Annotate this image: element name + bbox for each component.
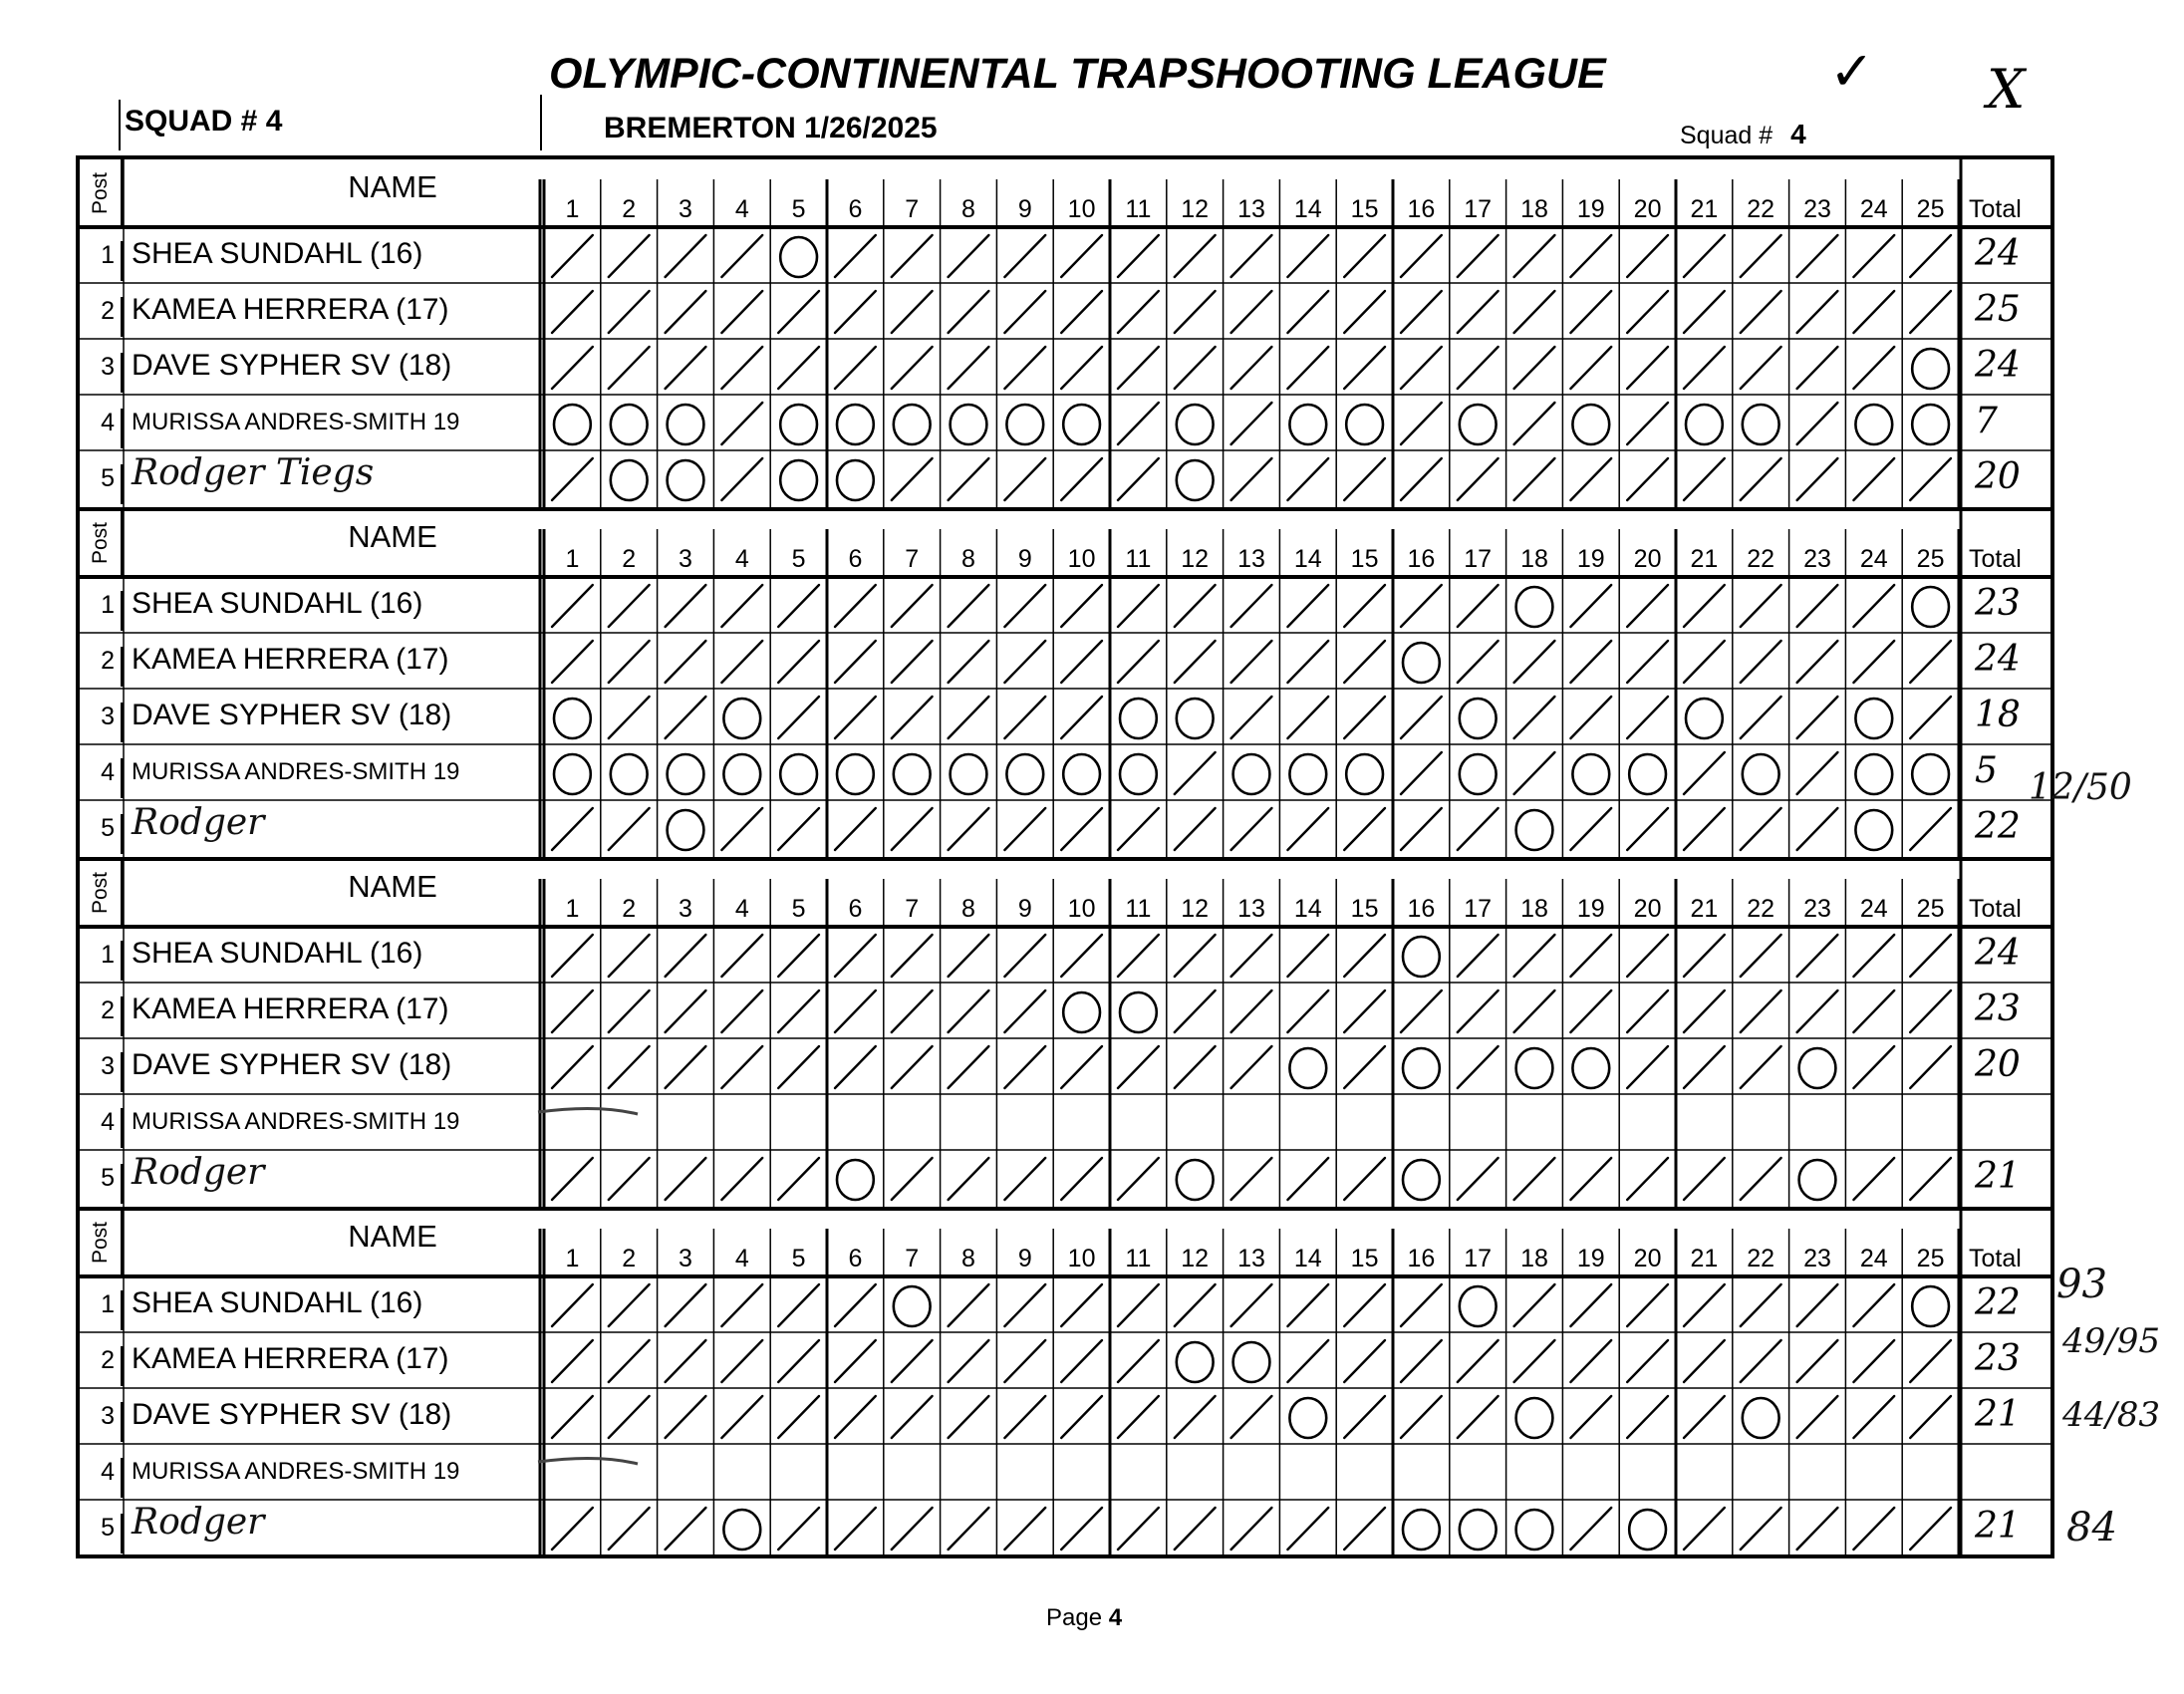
column-number: 20: [1633, 195, 1662, 223]
shooter-row: [80, 283, 2050, 338]
column-number: 6: [848, 545, 863, 573]
post-number: 1: [80, 1290, 124, 1330]
shooter-name: MURISSA ANDRES-SMITH 19: [132, 1458, 460, 1485]
shooter-total: 18: [1975, 695, 2021, 735]
column-number: 11: [1125, 1245, 1152, 1272]
column-number: 4: [734, 895, 749, 923]
column-number: 17: [1464, 195, 1493, 223]
shooter-row: [80, 633, 2050, 688]
column-number: 10: [1067, 1245, 1096, 1272]
post-number: 5: [80, 1164, 124, 1204]
document-title: OLYMPIC-CONTINENTAL TRAPSHOOTING LEAGUE: [549, 50, 1606, 98]
header-divider: [540, 95, 542, 150]
post-number: 4: [80, 1108, 124, 1148]
margin-note-93: 93: [2056, 1262, 2107, 1307]
shooter-row: [80, 983, 2050, 1037]
column-number: 17: [1464, 1245, 1493, 1272]
column-number: 5: [791, 895, 806, 923]
column-number: 15: [1350, 1245, 1379, 1272]
post-number: 3: [80, 703, 124, 742]
shooter-name: DAVE SYPHER SV (18): [132, 1048, 452, 1081]
column-number: 16: [1407, 1245, 1436, 1272]
shooter-name: DAVE SYPHER SV (18): [132, 699, 452, 731]
column-number: 20: [1633, 545, 1662, 573]
shooter-total: 23: [1975, 1338, 2021, 1379]
column-number: 5: [791, 545, 806, 573]
shooter-name: KAMEA HERRERA (17): [132, 992, 449, 1025]
column-number: 1: [565, 895, 580, 923]
column-number: 25: [1916, 1245, 1945, 1272]
shooter-row: [80, 927, 2050, 982]
column-number: 4: [734, 1245, 749, 1272]
shooter-row: [80, 744, 2050, 799]
margin-note-49-95: 49/95: [2062, 1321, 2160, 1361]
column-number: 12: [1181, 895, 1210, 923]
shooter-row: [80, 450, 2050, 505]
column-number: 9: [1017, 195, 1032, 223]
column-number: 25: [1916, 895, 1945, 923]
column-number: 20: [1633, 895, 1662, 923]
shooter-row: [80, 1500, 2050, 1554]
shooter-total: 20: [1975, 456, 2021, 497]
page-label: Page: [1046, 1604, 1103, 1631]
round-block: [80, 1209, 2050, 1558]
squad-number-right: [1680, 119, 1806, 150]
name-header: NAME: [348, 869, 437, 904]
post-number: 2: [80, 297, 124, 337]
column-number: 7: [905, 1245, 920, 1272]
column-number: 16: [1407, 895, 1436, 923]
column-number: 19: [1576, 545, 1605, 573]
column-number: 11: [1125, 545, 1152, 573]
shooter-name: SHEA SUNDAHL (16): [132, 1286, 423, 1319]
shooter-name: KAMEA HERRERA (17): [132, 643, 449, 676]
shooter-row: [80, 800, 2050, 855]
check-mark: ✓: [1829, 40, 1875, 103]
column-number: 15: [1350, 895, 1379, 923]
shooter-name: Rodger: [132, 1502, 265, 1543]
column-number: 10: [1067, 895, 1096, 923]
column-number: 21: [1690, 1245, 1719, 1272]
round-block: [80, 159, 2050, 509]
column-number: 16: [1407, 545, 1436, 573]
x-mark: X: [1987, 58, 2026, 121]
shooter-total: 21: [1975, 1394, 2021, 1435]
column-number: 15: [1350, 545, 1379, 573]
shooter-total: 23: [1975, 988, 2021, 1029]
column-number: 12: [1181, 545, 1210, 573]
column-number: 23: [1803, 195, 1831, 223]
shooter-row: [80, 689, 2050, 743]
column-number: 24: [1859, 545, 1888, 573]
column-number: 17: [1464, 545, 1493, 573]
column-number: 18: [1520, 195, 1548, 223]
shooter-row: [80, 227, 2050, 282]
post-number: 4: [80, 758, 124, 798]
post-number: 1: [80, 941, 124, 981]
total-header: Total: [1969, 545, 2022, 573]
column-number: 8: [961, 1245, 975, 1272]
shooter-name: MURISSA ANDRES-SMITH 19: [132, 1108, 460, 1135]
location-date: BREMERTON 1/26/2025: [604, 112, 938, 144]
column-number: 6: [848, 895, 863, 923]
post-number: 2: [80, 647, 124, 687]
shooter-name: Rodger: [132, 802, 265, 843]
shooter-name: SHEA SUNDAHL (16): [132, 587, 423, 620]
post-header-label: Post: [88, 1221, 112, 1265]
shooter-total: 5: [1975, 750, 1998, 791]
column-number: 6: [848, 195, 863, 223]
column-number: 14: [1293, 1245, 1322, 1272]
shooter-total: 24: [1975, 639, 2021, 680]
shooter-total: 25: [1975, 289, 2021, 330]
post-header-label: Post: [88, 521, 112, 565]
column-number: 13: [1237, 895, 1265, 923]
column-number: 22: [1747, 545, 1775, 573]
shooter-total: 22: [1975, 806, 2021, 847]
column-number: 18: [1520, 895, 1548, 923]
column-number: 25: [1916, 545, 1945, 573]
column-number: 7: [905, 545, 920, 573]
column-number: 20: [1633, 1245, 1662, 1272]
column-number: 21: [1690, 895, 1719, 923]
column-number: 1: [565, 545, 580, 573]
column-number: 2: [622, 895, 637, 923]
shooter-name: MURISSA ANDRES-SMITH 19: [132, 758, 460, 785]
post-number: 3: [80, 1402, 124, 1442]
shooter-total: 22: [1975, 1282, 2021, 1323]
column-number: 8: [961, 545, 975, 573]
shooter-total: 20: [1975, 1044, 2021, 1085]
column-number: 2: [622, 545, 637, 573]
total-header: Total: [1969, 195, 2022, 223]
column-number: 24: [1859, 1245, 1888, 1272]
name-header: NAME: [348, 169, 437, 204]
shooter-total: 7: [1975, 401, 1998, 441]
squad-right-number: 4: [1790, 119, 1806, 149]
column-number: 19: [1576, 1245, 1605, 1272]
total-header: Total: [1969, 895, 2022, 923]
name-header: NAME: [348, 1219, 437, 1254]
column-number: 9: [1017, 1245, 1032, 1272]
column-number: 22: [1747, 1245, 1775, 1272]
column-number: 23: [1803, 545, 1831, 573]
name-header: NAME: [348, 519, 437, 554]
post-number: 2: [80, 996, 124, 1036]
column-number: 4: [734, 195, 749, 223]
post-header-label: Post: [88, 871, 112, 915]
shooter-name: KAMEA HERRERA (17): [132, 293, 449, 326]
squad-right-label: Squad #: [1680, 122, 1774, 149]
shooter-row: [80, 1038, 2050, 1093]
column-number: 5: [791, 1245, 806, 1272]
column-number: 21: [1690, 195, 1719, 223]
shooter-name: DAVE SYPHER SV (18): [132, 1398, 452, 1431]
column-number: 4: [734, 545, 749, 573]
column-number: 14: [1293, 195, 1322, 223]
shooter-name: MURISSA ANDRES-SMITH 19: [132, 409, 460, 435]
shooter-row: [80, 1150, 2050, 1205]
column-number: 21: [1690, 545, 1719, 573]
column-number: 9: [1017, 895, 1032, 923]
column-number: 10: [1067, 195, 1096, 223]
shooter-row: [80, 1332, 2050, 1387]
column-number: 14: [1293, 545, 1322, 573]
column-number: 12: [1181, 1245, 1210, 1272]
shooter-row: [80, 1444, 2050, 1499]
round-block: [80, 509, 2050, 859]
column-number: 7: [905, 895, 920, 923]
page-number: [1046, 1604, 1122, 1632]
shooter-row: [80, 395, 2050, 449]
column-number: 10: [1067, 545, 1096, 573]
post-header-label: Post: [88, 171, 112, 215]
post-number: 1: [80, 591, 124, 631]
round-block: [80, 859, 2050, 1209]
shooter-name: DAVE SYPHER SV (18): [132, 349, 452, 382]
column-number: 8: [961, 895, 975, 923]
column-number: 7: [905, 195, 920, 223]
margin-note-round2: 12/50: [2029, 767, 2132, 808]
column-number: 23: [1803, 895, 1831, 923]
squad-label: SQUAD # 4: [125, 105, 283, 138]
column-number: 2: [622, 1245, 637, 1272]
column-number: 13: [1237, 195, 1265, 223]
column-number: 9: [1017, 545, 1032, 573]
shooter-total: 21: [1975, 1506, 2021, 1547]
shooter-name: Rodger Tiegs: [132, 452, 375, 493]
shooter-row: [80, 339, 2050, 394]
column-number: 3: [679, 1245, 692, 1272]
column-number: 16: [1407, 195, 1436, 223]
shooter-total: 24: [1975, 933, 2021, 974]
column-number: 19: [1576, 195, 1605, 223]
shooter-total: 23: [1975, 583, 2021, 624]
post-number: 2: [80, 1346, 124, 1386]
post-number: 3: [80, 1052, 124, 1092]
column-number: 3: [679, 545, 692, 573]
column-number: 23: [1803, 1245, 1831, 1272]
shooter-row: [80, 1276, 2050, 1331]
column-number: 1: [565, 195, 580, 223]
column-number: 13: [1237, 1245, 1265, 1272]
column-number: 17: [1464, 895, 1493, 923]
column-number: 14: [1293, 895, 1322, 923]
column-number: 18: [1520, 545, 1548, 573]
score-table: [76, 155, 2054, 1558]
shooter-total: 24: [1975, 345, 2021, 386]
column-number: 11: [1125, 195, 1152, 223]
column-number: 25: [1916, 195, 1945, 223]
column-number: 22: [1747, 895, 1775, 923]
column-number: 1: [565, 1245, 580, 1272]
shooter-row: [80, 577, 2050, 632]
shooter-name: Rodger: [132, 1152, 265, 1193]
page-number-value: 4: [1108, 1604, 1123, 1631]
column-number: 24: [1859, 195, 1888, 223]
column-number: 8: [961, 195, 975, 223]
column-number: 22: [1747, 195, 1775, 223]
shooter-name: SHEA SUNDAHL (16): [132, 237, 423, 270]
post-number: 3: [80, 353, 124, 393]
shooter-name: SHEA SUNDAHL (16): [132, 937, 423, 970]
column-number: 18: [1520, 1245, 1548, 1272]
post-number: 4: [80, 409, 124, 448]
column-number: 12: [1181, 195, 1210, 223]
column-number: 3: [679, 195, 692, 223]
shooter-name: KAMEA HERRERA (17): [132, 1342, 449, 1375]
post-number: 5: [80, 814, 124, 854]
post-number: 5: [80, 464, 124, 504]
column-number: 24: [1859, 895, 1888, 923]
post-number: 4: [80, 1458, 124, 1498]
header-left-rule: [119, 100, 121, 150]
post-number: 1: [80, 241, 124, 281]
margin-note-44-83: 44/83: [2062, 1395, 2160, 1435]
column-number: 3: [679, 895, 692, 923]
margin-note-84: 84: [2066, 1505, 2117, 1551]
post-number: 5: [80, 1514, 124, 1553]
shooter-total: 21: [1975, 1156, 2021, 1197]
shooter-total: 24: [1975, 233, 2021, 274]
total-header: Total: [1969, 1245, 2022, 1272]
column-number: 13: [1237, 545, 1265, 573]
shooter-row: [80, 1094, 2050, 1149]
column-number: 2: [622, 195, 637, 223]
column-number: 5: [791, 195, 806, 223]
column-number: 11: [1125, 895, 1152, 923]
shooter-row: [80, 1388, 2050, 1443]
column-number: 6: [848, 1245, 863, 1272]
column-number: 15: [1350, 195, 1379, 223]
column-number: 19: [1576, 895, 1605, 923]
